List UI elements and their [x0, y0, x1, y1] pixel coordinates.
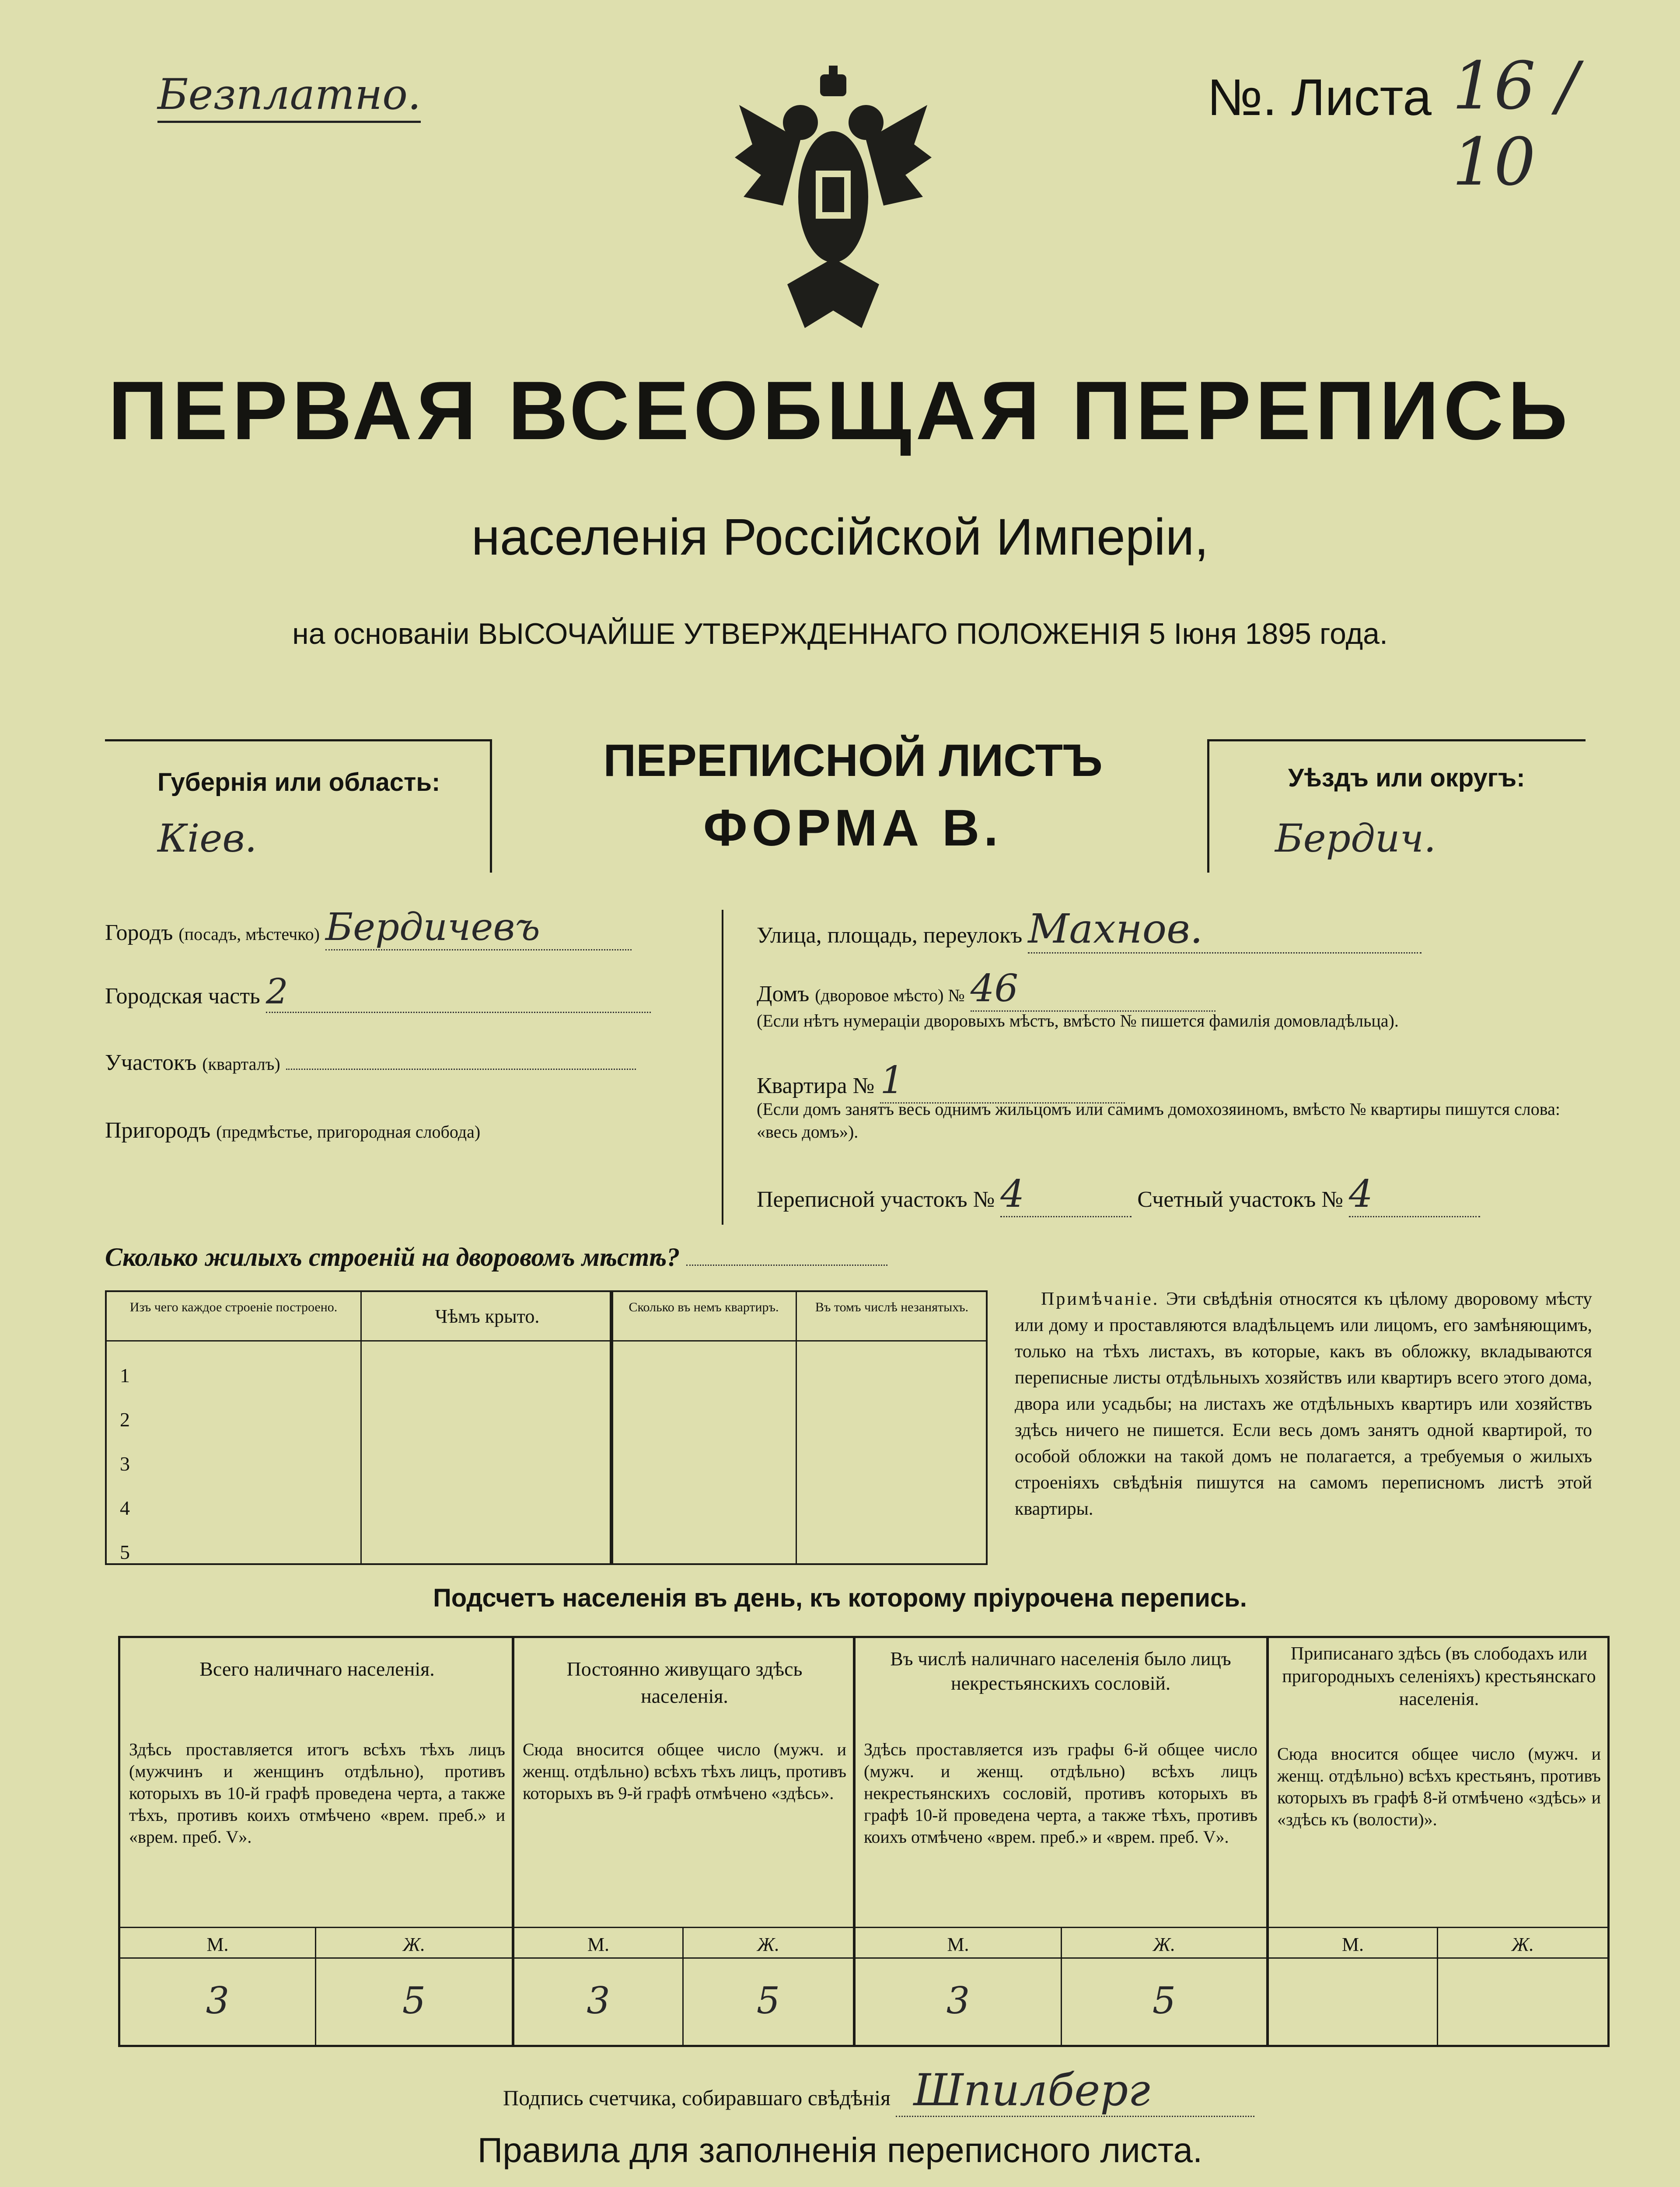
- signature-label: Подпись счетчика, собиравшаго свѣдѣнія: [503, 2086, 891, 2110]
- suburb-label: Пригородъ: [105, 1118, 211, 1143]
- city-part-label: Городская часть: [105, 984, 260, 1009]
- count-district-label: Счетный участокъ №: [1137, 1187, 1343, 1212]
- uezd-box: [1207, 739, 1586, 873]
- tally-col3-m-label: М.: [947, 1934, 969, 1955]
- district-note: (кварталъ): [202, 1054, 280, 1074]
- tally-col4-m-label: М.: [1341, 1934, 1364, 1955]
- note-head: Примѣчаніе.: [1041, 1289, 1160, 1309]
- legal-basis: на основаніи ВЫСОЧАЙШЕ УТВЕРЖДЕННАГО ПОЛОЖЕНІЯ 5 Іюня 1895 года.: [292, 617, 1388, 650]
- tally-col1-desc: Здѣсь проставляется итогъ всѣхъ тѣхъ лицъ (мужчинъ и женщинъ отдѣльно), противъ которыхъ въ 10-й графѣ проведена черта, а также тѣхъ, противъ коихъ отмѣчено «врем. преб.» и «врем. преб. V».: [129, 1740, 505, 1847]
- tally-col4-desc: Сюда вносится общее число (мужч. и женщ. отдѣльно) всѣхъ крестьянъ, противъ которыхъ въ графѣ 8-й отмѣчено «здѣсь» и «здѣсь къ (волости)».: [1277, 1744, 1601, 1829]
- buildings-row-numbers: [120, 1353, 130, 1574]
- buildings-question: [105, 1242, 980, 1272]
- sheet-number-value: 16 / 10: [1452, 48, 1579, 200]
- form-name: ФОРМА В.: [703, 799, 1002, 857]
- tally-col3-m-value: 3: [946, 1979, 970, 2022]
- street-row: [757, 905, 1588, 954]
- main-title: ПЕРВАЯ ВСЕОБЩАЯ ПЕРЕПИСЬ: [108, 364, 1572, 457]
- house-note: (дворовое мѣсто) №: [815, 985, 965, 1005]
- free-label: Безплатно.: [157, 70, 421, 123]
- tally-col4-head: Приписанаго здѣсь (въ слободахъ или пригородныхъ селеніяхъ) крестьянскаго населенія.: [1282, 1644, 1596, 1709]
- census-district-label: Переписной участокъ №: [757, 1187, 995, 1212]
- apartment-row: [757, 1059, 1588, 1104]
- city-note: (посадъ, мѣстечко): [178, 924, 320, 944]
- street-label: Улица, площадь, переулокъ: [757, 923, 1023, 948]
- city-row: [105, 905, 709, 950]
- suburb-note: (предмѣстье, пригородная слобода): [216, 1122, 481, 1142]
- suburb-row: [105, 1118, 709, 1143]
- subtitle: населенія Россійской Имперіи,: [471, 508, 1209, 566]
- note: [1015, 1286, 1592, 1522]
- tally-col1-m-value: 3: [206, 1979, 230, 2022]
- tally-col2-f-label: Ж.: [757, 1934, 780, 1955]
- district-label: Участокъ: [105, 1050, 197, 1075]
- tally-col4-f-label: Ж.: [1511, 1934, 1534, 1955]
- form-title: ПЕРЕПИСНОЙ ЛИСТЪ: [603, 735, 1103, 786]
- buildings-col-material: Изъ чего каждое строеніе построено.: [129, 1300, 338, 1314]
- house-label: Домъ: [757, 982, 810, 1006]
- house-hint: (Если нѣтъ нумераціи дворовыхъ мѣстъ, вмѣсто № пишется фамилія домовладѣльца).: [757, 1011, 1399, 1031]
- tally-col2-head: Постоянно живущаго здѣсь населенія.: [566, 1658, 803, 1707]
- signature-row: [503, 2065, 1254, 2117]
- buildings-row-1: 1: [120, 1364, 130, 1387]
- tally-title: Подсчетъ населенія въ день, къ которому пріурочена перепись.: [433, 1584, 1247, 1612]
- tally-table: [118, 1636, 1610, 2047]
- city-part-value: 2: [266, 971, 651, 1013]
- apartment-hint: (Если домъ занятъ весь однимъ жильцомъ или самимъ домохозяиномъ, вмѣсто № квартиры пишутся слова: «весь домъ»).: [757, 1099, 1560, 1142]
- buildings-question-text: Сколько жилыхъ строеній на дворовомъ мѣстѣ?: [105, 1243, 680, 1272]
- district-row: [105, 1050, 709, 1076]
- buildings-question-blank: [686, 1247, 887, 1266]
- buildings-row-3: 3: [120, 1453, 130, 1475]
- tally-col3-f-label: Ж.: [1153, 1934, 1176, 1955]
- uezd-value: Бердич.: [1275, 816, 1436, 861]
- apartment-label: Квартира №: [757, 1073, 875, 1098]
- gubernia-label: Губернія или область:: [157, 768, 440, 797]
- uezd-label: Уѣздъ или округъ:: [1288, 764, 1525, 792]
- tally-col1-head: Всего наличнаго населенія.: [199, 1658, 435, 1680]
- sheet-number-label: №. Листа: [1207, 69, 1432, 126]
- count-district-value: 4: [1349, 1172, 1480, 1217]
- buildings-row-5: 5: [120, 1541, 130, 1563]
- city-value: Бердичевъ: [325, 905, 632, 950]
- buildings-row-4: 4: [120, 1497, 130, 1519]
- district-blank: [286, 1051, 636, 1070]
- buildings-col-vacant: Въ томъ числѣ незанятыхъ.: [815, 1300, 969, 1314]
- gubernia-box: [105, 739, 492, 873]
- tally-col2-desc: Сюда вносится общее число (мужч. и женщ. отдѣльно) всѣхъ тѣхъ лицъ, противъ которыхъ въ 9-й графѣ отмѣчено «здѣсь».: [523, 1740, 846, 1803]
- tally-col3-desc: Здѣсь проставляется изъ графы 6-й общее число (мужч. и женщ. отдѣльно) всѣхъ лицъ некрестьянскихъ сословій, противъ которыхъ въ графѣ 10-й проведена черта, а также тѣхъ, противъ коихъ отмѣчено «врем. преб.» и «врем. преб. V».: [864, 1740, 1257, 1847]
- signature-value: Шпилберг: [896, 2065, 1254, 2117]
- gubernia-value: Кіев.: [157, 816, 257, 861]
- address-divider: [722, 910, 723, 1225]
- tally-col2-m-label: М.: [587, 1934, 610, 1955]
- house-value: 46: [971, 967, 1215, 1012]
- buildings-col-roof: Чѣмъ крыто.: [435, 1306, 540, 1327]
- note-text: Эти свѣдѣнія относятся къ цѣлому дворовому мѣсту или дому и проставляются владѣльцемъ или лицомъ, его замѣняющимъ, только на тѣхъ листахъ, въ которые, какъ въ обложку, вкладываются переписные листы отдѣльныхъ хозяйствъ или квартиръ всего этого дома, двора или усадьбы; на листахъ же отдѣльныхъ квартиръ или хозяйствъ здѣсь ничего не пишется. Если весь домъ занятъ одной квартирой, то особой обложки на такой домъ не полагается, а требуемыя о жилыхъ строеніяхъ свѣдѣнія пишутся на самомъ переписномъ листѣ этой квартиры.: [1015, 1289, 1592, 1519]
- census-district-value: 4: [1000, 1172, 1132, 1217]
- buildings-row-2: 2: [120, 1408, 130, 1431]
- buildings-col-apartments: Сколько въ немъ квартиръ.: [629, 1300, 779, 1314]
- form-title-box: [512, 726, 1194, 870]
- city-label: Городъ: [105, 920, 173, 945]
- apartment-value: 1: [880, 1059, 1125, 1104]
- census-district-row: [757, 1172, 1588, 1217]
- tally-col1-f-label: Ж.: [402, 1934, 426, 1955]
- tally-col1-m-label: М.: [206, 1934, 229, 1955]
- tally-col3-head: Въ числѣ наличнаго населенія было лицъ некрестьянскихъ сословій.: [890, 1648, 1231, 1694]
- city-part-row: [105, 971, 709, 1013]
- tally-col1-f-value: 5: [402, 1979, 426, 2022]
- tally-col2-m-value: 3: [587, 1979, 610, 2022]
- street-value: Махнов.: [1028, 905, 1422, 954]
- tally-col2-f-value: 5: [756, 1979, 780, 2022]
- buildings-table: [105, 1290, 988, 1565]
- double-headed-eagle-icon: [735, 66, 932, 337]
- rules-title: Правила для заполненія переписного листа.: [477, 2131, 1203, 2170]
- tally-col3-f-value: 5: [1152, 1979, 1176, 2022]
- house-row: [757, 967, 1588, 1012]
